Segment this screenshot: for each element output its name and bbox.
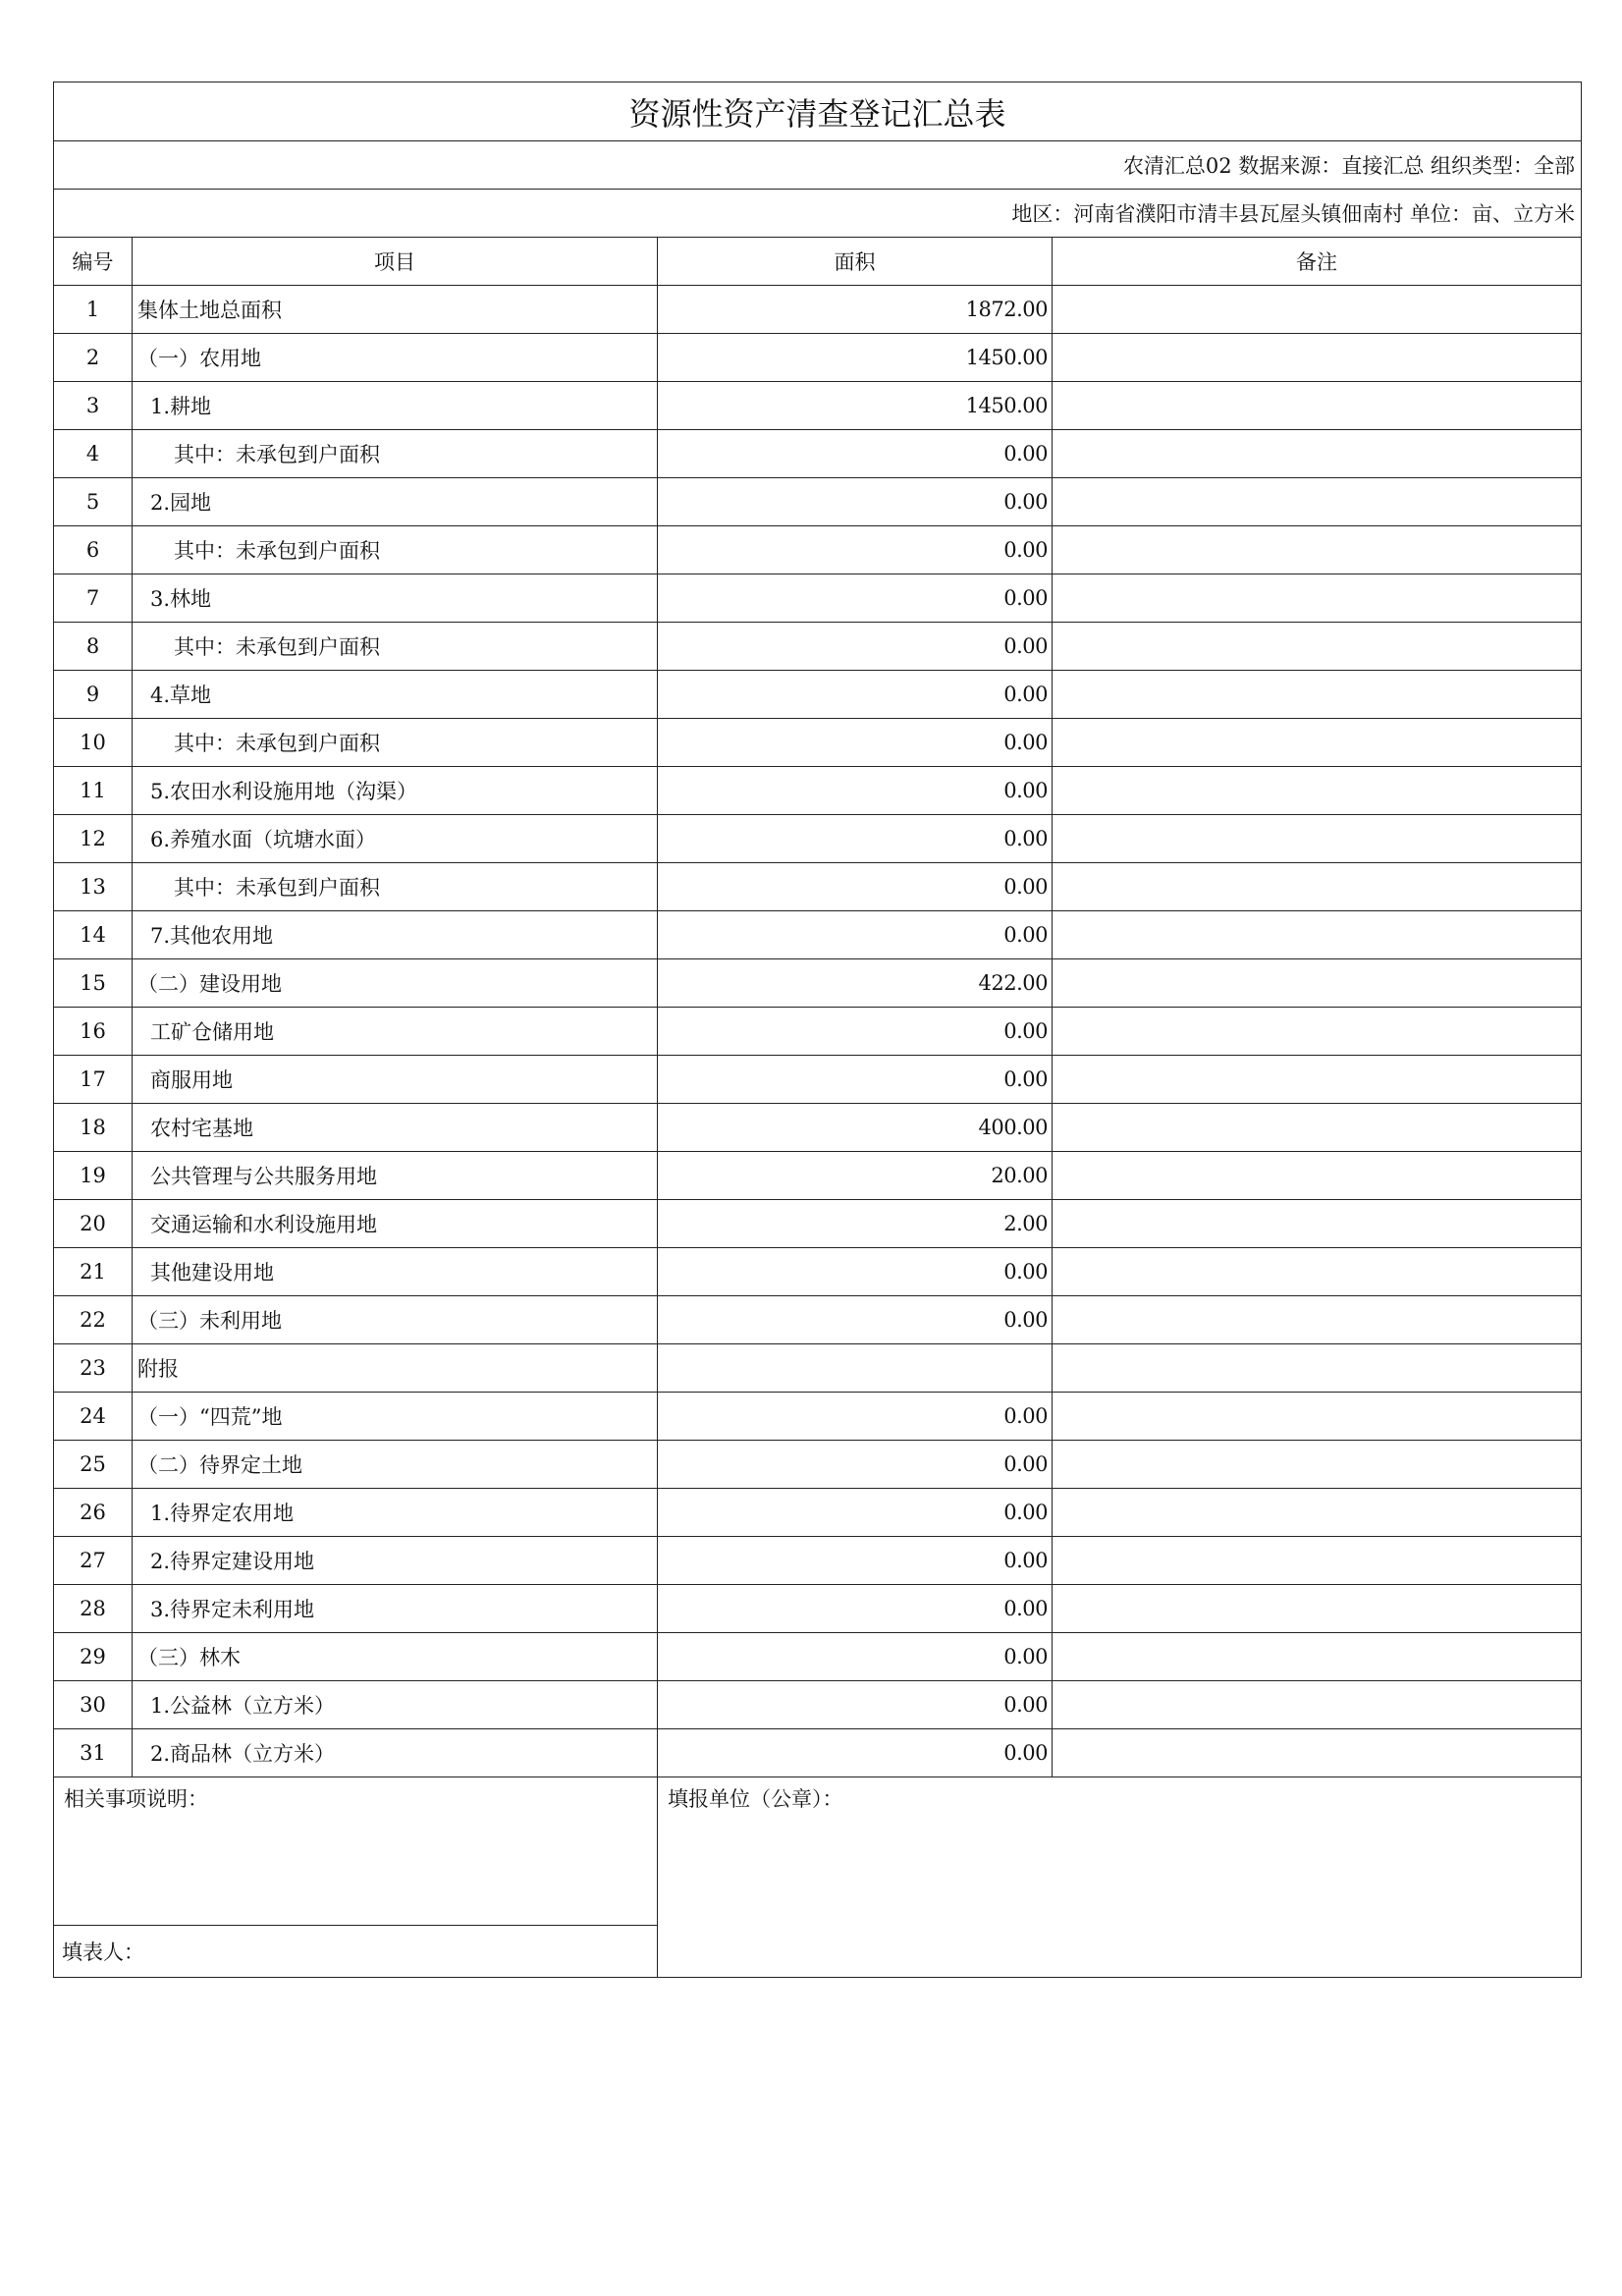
row-note	[1053, 1344, 1582, 1393]
row-item: 1.待界定农用地	[133, 1489, 658, 1537]
table-row	[54, 1681, 1582, 1729]
row-number: 5	[54, 478, 133, 526]
row-area: 0.00	[658, 430, 1053, 478]
table-row	[54, 478, 1582, 526]
row-area: 0.00	[658, 1537, 1053, 1585]
row-note	[1053, 1008, 1582, 1056]
table-row	[54, 1344, 1582, 1393]
header-no: 编号	[54, 238, 133, 286]
row-item: 其中：未承包到户面积	[133, 430, 658, 478]
row-number: 23	[54, 1344, 133, 1393]
row-area: 0.00	[658, 1296, 1053, 1344]
row-area: 0.00	[658, 1729, 1053, 1777]
row-note	[1053, 1681, 1582, 1729]
row-note	[1053, 1729, 1582, 1777]
row-note	[1053, 623, 1582, 671]
row-area: 0.00	[658, 1585, 1053, 1633]
row-item: （三）未利用地	[133, 1296, 658, 1344]
table-row	[54, 1104, 1582, 1152]
row-area: 0.00	[658, 574, 1053, 623]
row-item: 农村宅基地	[133, 1104, 658, 1152]
row-note	[1053, 1200, 1582, 1248]
filler-label: 填表人：	[54, 1926, 658, 1978]
row-item: （一）农用地	[133, 334, 658, 382]
table-row	[54, 1248, 1582, 1296]
table-row	[54, 1537, 1582, 1585]
row-number: 11	[54, 767, 133, 815]
row-item: 附报	[133, 1344, 658, 1393]
row-note	[1053, 1585, 1582, 1633]
row-number: 3	[54, 382, 133, 430]
row-area	[658, 1344, 1053, 1393]
row-item: 其中：未承包到户面积	[133, 623, 658, 671]
header-area: 面积	[658, 238, 1053, 286]
row-number: 18	[54, 1104, 133, 1152]
row-number: 1	[54, 286, 133, 334]
row-number: 16	[54, 1008, 133, 1056]
footer-notes-row	[54, 1777, 1582, 1926]
row-item: 其中：未承包到户面积	[133, 863, 658, 911]
header-note: 备注	[1053, 238, 1582, 286]
row-note	[1053, 1152, 1582, 1200]
row-number: 24	[54, 1393, 133, 1441]
table-row	[54, 1008, 1582, 1056]
row-area: 0.00	[658, 1489, 1053, 1537]
row-note	[1053, 1489, 1582, 1537]
row-item: 其中：未承包到户面积	[133, 719, 658, 767]
row-number: 19	[54, 1152, 133, 1200]
row-item: 公共管理与公共服务用地	[133, 1152, 658, 1200]
title-row	[54, 82, 1582, 141]
row-note	[1053, 959, 1582, 1008]
row-area: 0.00	[658, 767, 1053, 815]
row-note	[1053, 719, 1582, 767]
row-number: 30	[54, 1681, 133, 1729]
region-unit: 地区：河南省濮阳市清丰县瓦屋头镇佃南村 单位：亩、立方米	[54, 190, 1582, 238]
table-row	[54, 959, 1582, 1008]
table-row	[54, 1585, 1582, 1633]
table-row	[54, 574, 1582, 623]
row-number: 27	[54, 1537, 133, 1585]
row-item: （二）待界定土地	[133, 1441, 658, 1489]
header-item: 项目	[133, 238, 658, 286]
row-area: 0.00	[658, 1248, 1053, 1296]
row-note	[1053, 767, 1582, 815]
row-area: 0.00	[658, 1008, 1053, 1056]
row-note	[1053, 430, 1582, 478]
meta-row	[54, 141, 1582, 190]
row-number: 20	[54, 1200, 133, 1248]
row-area: 0.00	[658, 863, 1053, 911]
row-number: 15	[54, 959, 133, 1008]
row-item: 7.其他农用地	[133, 911, 658, 959]
row-note	[1053, 911, 1582, 959]
row-item: （三）林木	[133, 1633, 658, 1681]
row-item: 集体土地总面积	[133, 286, 658, 334]
table-row	[54, 671, 1582, 719]
row-note	[1053, 1441, 1582, 1489]
row-area: 0.00	[658, 526, 1053, 574]
row-area: 0.00	[658, 671, 1053, 719]
row-number: 8	[54, 623, 133, 671]
row-item: 4.草地	[133, 671, 658, 719]
row-item: 工矿仓储用地	[133, 1008, 658, 1056]
row-number: 2	[54, 334, 133, 382]
table-row	[54, 1729, 1582, 1777]
row-item: 1.耕地	[133, 382, 658, 430]
table-row	[54, 1393, 1582, 1441]
table-row	[54, 1633, 1582, 1681]
row-note	[1053, 1248, 1582, 1296]
table-row	[54, 1441, 1582, 1489]
row-number: 9	[54, 671, 133, 719]
row-area: 1450.00	[658, 334, 1053, 382]
row-area: 1450.00	[658, 382, 1053, 430]
row-note	[1053, 671, 1582, 719]
row-number: 26	[54, 1489, 133, 1537]
row-item: 2.待界定建设用地	[133, 1537, 658, 1585]
row-number: 4	[54, 430, 133, 478]
table-row	[54, 334, 1582, 382]
row-area: 1872.00	[658, 286, 1053, 334]
row-area: 0.00	[658, 1681, 1053, 1729]
row-note	[1053, 1296, 1582, 1344]
row-note	[1053, 526, 1582, 574]
row-number: 28	[54, 1585, 133, 1633]
table-row	[54, 430, 1582, 478]
row-note	[1053, 478, 1582, 526]
row-number: 12	[54, 815, 133, 863]
row-number: 21	[54, 1248, 133, 1296]
row-note	[1053, 1393, 1582, 1441]
row-item: 6.养殖水面（坑塘水面）	[133, 815, 658, 863]
table-row	[54, 1296, 1582, 1344]
asset-summary-table	[53, 82, 1582, 1978]
row-item: 2.园地	[133, 478, 658, 526]
row-item: 商服用地	[133, 1056, 658, 1104]
row-area: 0.00	[658, 1056, 1053, 1104]
row-note	[1053, 574, 1582, 623]
row-item: （二）建设用地	[133, 959, 658, 1008]
row-number: 13	[54, 863, 133, 911]
row-area: 0.00	[658, 815, 1053, 863]
table-body	[54, 82, 1582, 1777]
row-item: 2.商品林（立方米）	[133, 1729, 658, 1777]
row-area: 0.00	[658, 1633, 1053, 1681]
row-number: 14	[54, 911, 133, 959]
table-row	[54, 719, 1582, 767]
row-area: 0.00	[658, 478, 1053, 526]
row-note	[1053, 1633, 1582, 1681]
row-area: 0.00	[658, 911, 1053, 959]
row-item: 3.林地	[133, 574, 658, 623]
row-number: 6	[54, 526, 133, 574]
table-row	[54, 1200, 1582, 1248]
row-number: 31	[54, 1729, 133, 1777]
row-note	[1053, 1537, 1582, 1585]
table-row	[54, 526, 1582, 574]
row-area: 0.00	[658, 1441, 1053, 1489]
row-number: 25	[54, 1441, 133, 1489]
unit-seal-label: 填报单位（公章）：	[658, 1777, 1582, 1978]
row-area: 422.00	[658, 959, 1053, 1008]
row-number: 7	[54, 574, 133, 623]
row-item: 5.农田水利设施用地（沟渠）	[133, 767, 658, 815]
table-row	[54, 863, 1582, 911]
row-area: 2.00	[658, 1200, 1053, 1248]
table-row	[54, 911, 1582, 959]
row-area: 0.00	[658, 623, 1053, 671]
row-item: 其中：未承包到户面积	[133, 526, 658, 574]
row-note	[1053, 1056, 1582, 1104]
row-note	[1053, 334, 1582, 382]
region-row	[54, 190, 1582, 238]
table-row	[54, 1056, 1582, 1104]
row-item: （一）“四荒”地	[133, 1393, 658, 1441]
row-item: 1.公益林（立方米）	[133, 1681, 658, 1729]
row-number: 29	[54, 1633, 133, 1681]
row-note	[1053, 863, 1582, 911]
row-area: 0.00	[658, 1393, 1053, 1441]
table-row	[54, 382, 1582, 430]
row-item: 其他建设用地	[133, 1248, 658, 1296]
row-item: 3.待界定未利用地	[133, 1585, 658, 1633]
table-row	[54, 1152, 1582, 1200]
page-title: 资源性资产清查登记汇总表	[54, 82, 1582, 141]
row-note	[1053, 286, 1582, 334]
table-row	[54, 623, 1582, 671]
row-area: 0.00	[658, 719, 1053, 767]
table-footer	[54, 1777, 1582, 1978]
row-number: 17	[54, 1056, 133, 1104]
table-row	[54, 286, 1582, 334]
row-area: 400.00	[658, 1104, 1053, 1152]
table-row	[54, 815, 1582, 863]
row-number: 22	[54, 1296, 133, 1344]
row-number: 10	[54, 719, 133, 767]
row-item: 交通运输和水利设施用地	[133, 1200, 658, 1248]
row-area: 20.00	[658, 1152, 1053, 1200]
notes-label: 相关事项说明：	[54, 1777, 658, 1926]
source-meta: 农清汇总02 数据来源：直接汇总 组织类型：全部	[54, 141, 1582, 190]
table-row	[54, 767, 1582, 815]
table-row	[54, 1489, 1582, 1537]
row-note	[1053, 1104, 1582, 1152]
row-note	[1053, 815, 1582, 863]
header-row	[54, 238, 1582, 286]
row-note	[1053, 382, 1582, 430]
